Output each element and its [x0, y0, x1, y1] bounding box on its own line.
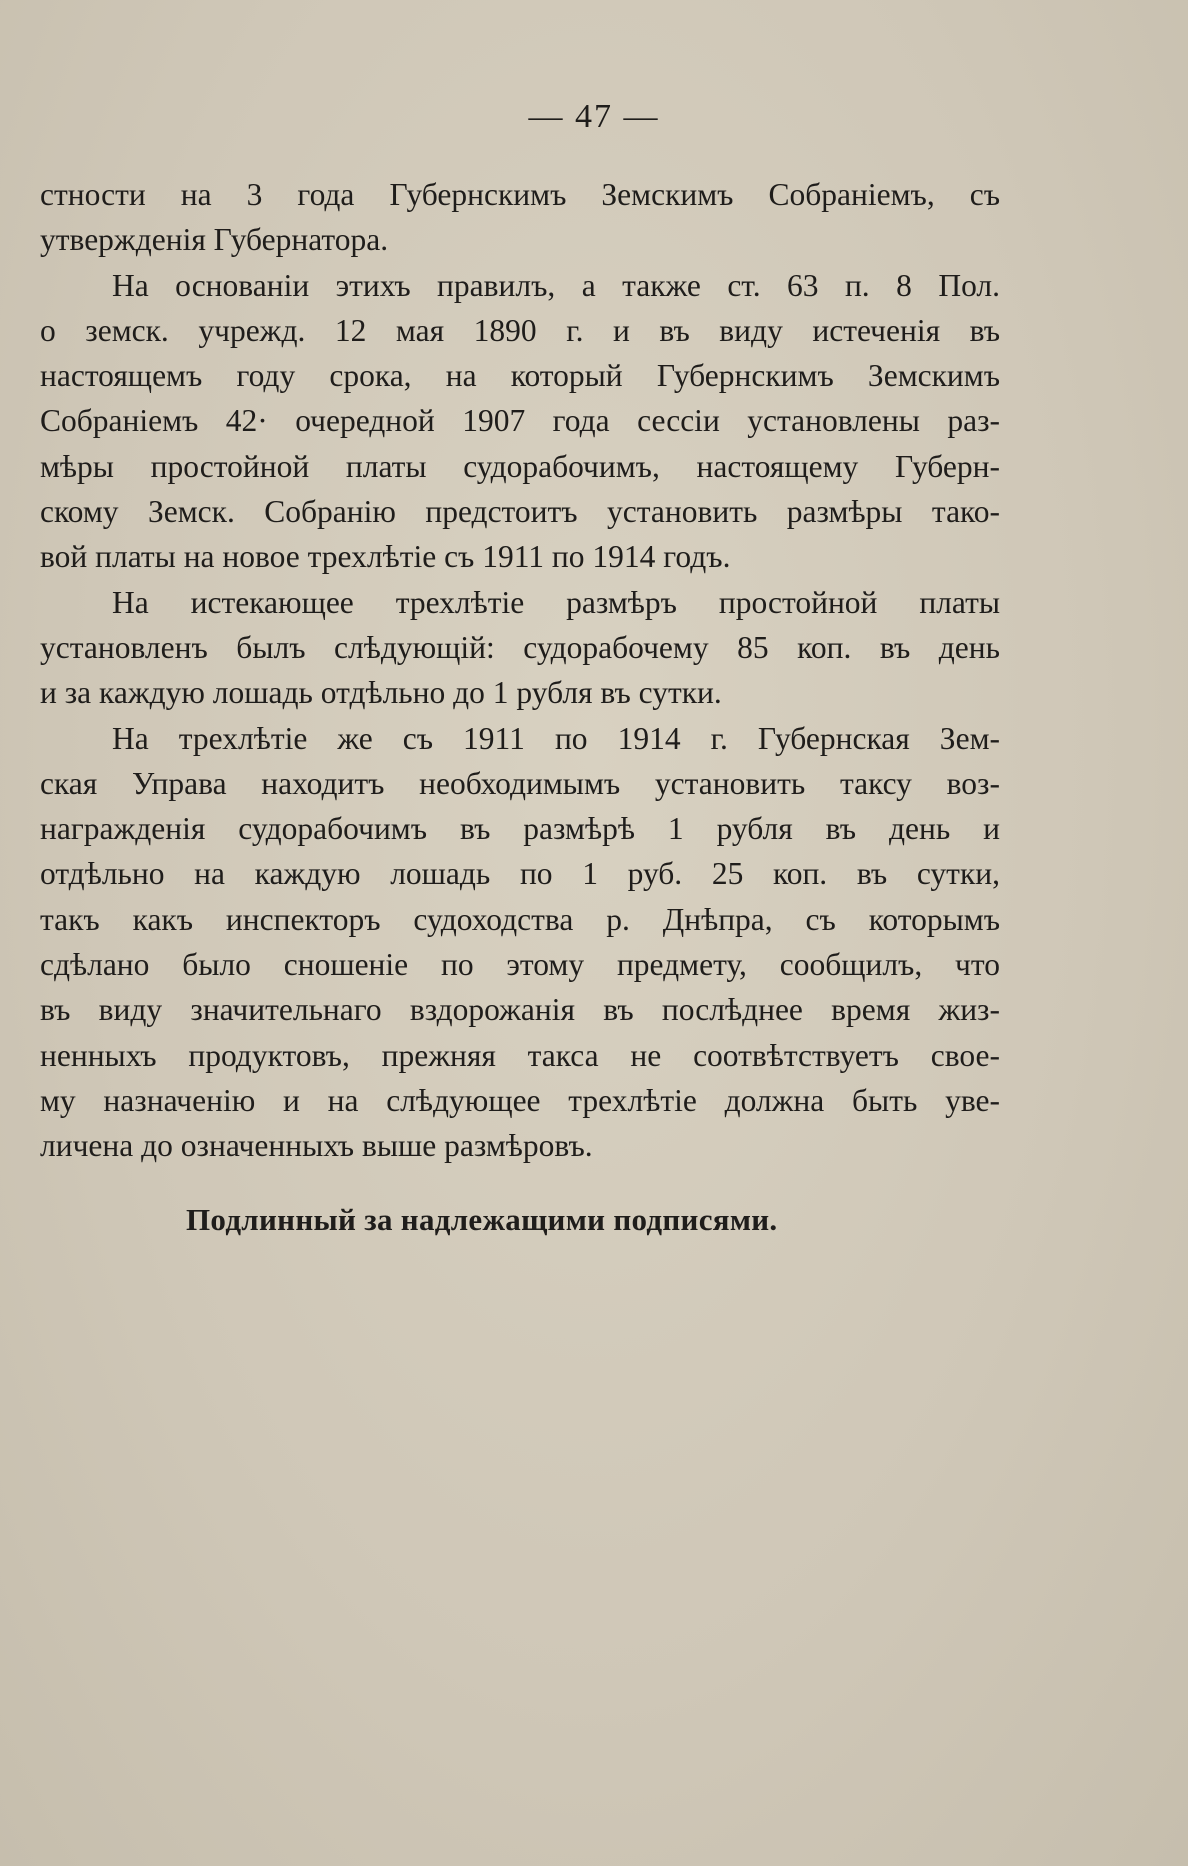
text-line: ская Управа находитъ необходимымъ установить таксу воз-: [40, 765, 1000, 801]
text-line: скому Земск. Собранію предстоитъ установить размѣры тако-: [40, 494, 1000, 530]
document-body: [40, 172, 1000, 1169]
text-line: вой платы на новое трехлѣтіе съ 1911 по 1914 годъ.: [40, 539, 731, 575]
text-line: личена до означенныхъ выше размѣровъ.: [40, 1128, 593, 1164]
text-line: установленъ былъ слѣдующій: судорабочему 85 коп. въ день: [40, 629, 1000, 665]
text-line: награжденія судорабочимъ въ размѣрѣ 1 рубля въ день и: [40, 811, 1000, 847]
text-line: Собраніемъ 42· очередной 1907 года сессіи установлены раз-: [40, 403, 1000, 439]
text-line: мѣры простойной платы судорабочимъ, настоящему Губерн-: [40, 448, 1000, 484]
text-line: такъ какъ инспекторъ судоходства р. Днѣпра, съ которымъ: [40, 901, 1000, 937]
paragraph-4: [40, 716, 1000, 1169]
text-line: На трехлѣтіе же съ 1911 по 1914 г. Губернская Зем-: [112, 720, 1000, 756]
text-line: сдѣлано было сношеніе по этому предмету, сообщилъ, что: [40, 947, 1000, 983]
paragraph-3: [40, 580, 1000, 716]
signature-note: Подлинный за надлежащими подписями.: [186, 1202, 778, 1237]
text-line: утвержденія Губернатора.: [40, 222, 389, 258]
text-line: отдѣльно на каждую лошадь по 1 руб. 25 коп. въ сутки,: [40, 856, 1000, 892]
text-line: настоящемъ году срока, на который Губернскимъ Земскимъ: [40, 358, 1000, 394]
text-line: му назначенію и на слѣдующее трехлѣтіе должна быть уве-: [40, 1082, 1000, 1118]
text-line: На истекающее трехлѣтіе размѣръ простойной платы: [112, 584, 1000, 620]
text-line: стности на 3 года Губернскимъ Земскимъ Собраніемъ, съ: [40, 177, 1000, 212]
paragraph-1: [40, 172, 1000, 263]
page-number: — 47 —: [528, 98, 660, 135]
text-line: о земск. учрежд. 12 мая 1890 г. и въ виду истеченія въ: [40, 312, 1000, 348]
text-line: ненныхъ продуктовъ, прежняя такса не соотвѣтствуетъ свое-: [40, 1037, 1000, 1073]
text-line: въ виду значительнаго вздорожанія въ послѣднее время жиз-: [40, 992, 1000, 1028]
text-line: На основаніи этихъ правилъ, а также ст. 63 п. 8 Пол.: [112, 267, 1000, 303]
paragraph-2: [40, 263, 1000, 580]
text-line: и за каждую лошадь отдѣльно до 1 рубля въ сутки.: [40, 675, 722, 711]
